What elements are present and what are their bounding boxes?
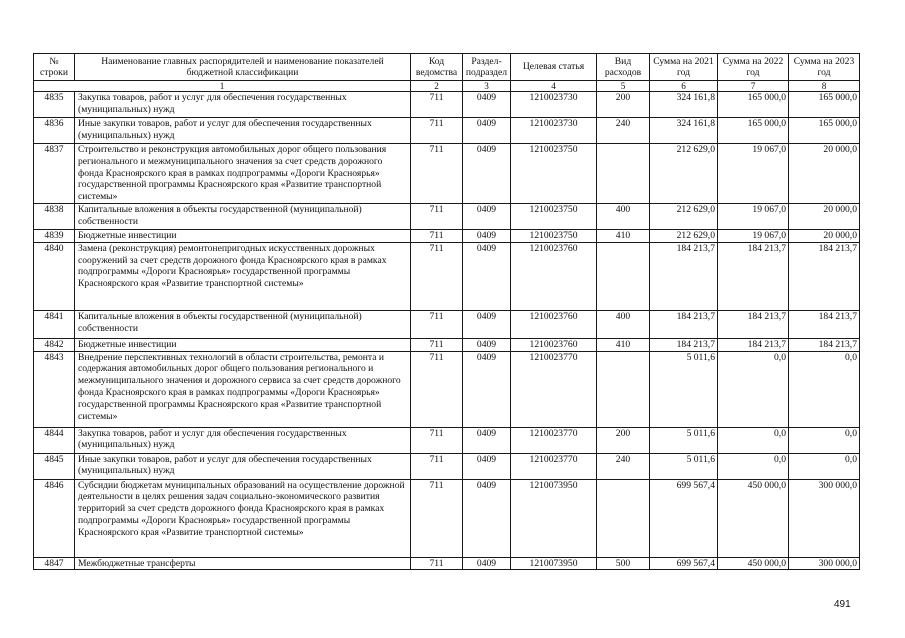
row-sum-2023: 300 000,0 — [789, 479, 860, 557]
row-csr: 1210023760 — [511, 242, 597, 310]
row-sum-2023: 184 213,7 — [789, 338, 860, 351]
row-sum-2021: 184 213,7 — [650, 242, 718, 310]
row-csr: 1210073950 — [511, 557, 597, 570]
row-csr: 1210023770 — [511, 427, 597, 453]
row-sum-2021: 699 567,4 — [650, 557, 718, 570]
table-row — [34, 230, 860, 243]
row-name: Капитальные вложения в объекты государственной (муниципальной) собственности — [75, 204, 411, 230]
column-number-7: 7 — [718, 81, 789, 92]
table-body — [34, 54, 860, 570]
page-number: 491 — [834, 599, 851, 610]
row-vr: 200 — [597, 427, 650, 453]
header-vr: Вид расходов — [597, 54, 650, 81]
column-number-row — [34, 81, 860, 92]
row-ved: 711 — [411, 427, 463, 453]
row-razdel: 0409 — [463, 338, 511, 351]
header-razdel: Раздел-подраздел — [463, 54, 511, 81]
header-row — [34, 54, 860, 81]
row-sum-2022: 19 067,0 — [718, 204, 789, 230]
table-row — [34, 242, 860, 310]
row-number: 4843 — [34, 351, 75, 427]
row-sum-2023: 0,0 — [789, 351, 860, 427]
column-number-8: 8 — [789, 81, 860, 92]
row-sum-2022: 19 067,0 — [718, 230, 789, 243]
table-row — [34, 204, 860, 230]
row-sum-2023: 184 213,7 — [789, 310, 860, 338]
row-ved: 711 — [411, 92, 463, 118]
row-vr — [597, 242, 650, 310]
row-name: Иные закупки товаров, работ и услуг для обеспечения государственных (муниципальных) нужд — [75, 118, 411, 144]
row-name: Капитальные вложения в объекты государственной (муниципальной) собственности — [75, 310, 411, 338]
row-sum-2023: 165 000,0 — [789, 92, 860, 118]
row-number: 4836 — [34, 118, 75, 144]
row-sum-2023: 20 000,0 — [789, 144, 860, 204]
row-ved: 711 — [411, 479, 463, 557]
row-number: 4835 — [34, 92, 75, 118]
row-vr: 410 — [597, 338, 650, 351]
row-sum-2023: 20 000,0 — [789, 204, 860, 230]
row-csr: 1210023730 — [511, 92, 597, 118]
row-vr: 400 — [597, 310, 650, 338]
row-csr: 1210023760 — [511, 310, 597, 338]
row-name: Внедрение перспективных технологий в области строительства, ремонта и содержания автомобильных дорог общего пользования регионального и межмуниципального значения и дорожного сервиса за счет средств дорожного фонда Красноярского края в рамках подпрограммы «Дороги Красноярья» государственной программы Красноярского края «Развитие транспортной системы» — [75, 351, 411, 427]
row-sum-2021: 699 567,4 — [650, 479, 718, 557]
table-row — [34, 92, 860, 118]
row-sum-2021: 5 011,6 — [650, 453, 718, 479]
row-razdel: 0409 — [463, 453, 511, 479]
row-vr: 400 — [597, 204, 650, 230]
row-sum-2023: 0,0 — [789, 453, 860, 479]
row-sum-2021: 5 011,6 — [650, 427, 718, 453]
row-ved: 711 — [411, 310, 463, 338]
row-razdel: 0409 — [463, 242, 511, 310]
row-sum-2022: 19 067,0 — [718, 144, 789, 204]
row-sum-2022: 0,0 — [718, 453, 789, 479]
header-sum-2022: Сумма на 2022 год — [718, 54, 789, 81]
row-razdel: 0409 — [463, 118, 511, 144]
row-csr: 1210023750 — [511, 230, 597, 243]
row-sum-2023: 184 213,7 — [789, 242, 860, 310]
header-ved: Код ведомства — [411, 54, 463, 81]
row-razdel: 0409 — [463, 204, 511, 230]
row-sum-2021: 212 629,0 — [650, 204, 718, 230]
header-sum-2023: Сумма на 2023 год — [789, 54, 860, 81]
row-csr: 1210023770 — [511, 351, 597, 427]
row-ved: 711 — [411, 557, 463, 570]
column-number-2: 2 — [411, 81, 463, 92]
row-sum-2022: 184 213,7 — [718, 338, 789, 351]
row-number: 4837 — [34, 144, 75, 204]
row-number: 4844 — [34, 427, 75, 453]
column-number-6: 6 — [650, 81, 718, 92]
row-razdel: 0409 — [463, 230, 511, 243]
row-ved: 711 — [411, 118, 463, 144]
table-row — [34, 557, 860, 570]
row-csr: 1210023750 — [511, 204, 597, 230]
row-vr: 240 — [597, 118, 650, 144]
row-name: Закупка товаров, работ и услуг для обеспечения государственных (муниципальных) нужд — [75, 92, 411, 118]
table-row — [34, 310, 860, 338]
row-sum-2023: 20 000,0 — [789, 230, 860, 243]
row-sum-2021: 324 161,8 — [650, 92, 718, 118]
row-ved: 711 — [411, 453, 463, 479]
row-name: Бюджетные инвестиции — [75, 230, 411, 243]
row-sum-2022: 165 000,0 — [718, 92, 789, 118]
row-vr: 410 — [597, 230, 650, 243]
row-vr — [597, 351, 650, 427]
table-row — [34, 453, 860, 479]
row-sum-2023: 300 000,0 — [789, 557, 860, 570]
row-ved: 711 — [411, 242, 463, 310]
row-razdel: 0409 — [463, 92, 511, 118]
header-csr: Целевая статья — [511, 54, 597, 81]
row-csr: 1210073950 — [511, 479, 597, 557]
table-row — [34, 351, 860, 427]
row-ved: 711 — [411, 338, 463, 351]
row-sum-2022: 165 000,0 — [718, 118, 789, 144]
table-row — [34, 338, 860, 351]
row-ved: 711 — [411, 230, 463, 243]
row-name: Закупка товаров, работ и услуг для обеспечения государственных (муниципальных) нужд — [75, 427, 411, 453]
row-number: 4840 — [34, 242, 75, 310]
row-sum-2022: 184 213,7 — [718, 310, 789, 338]
row-sum-2021: 184 213,7 — [650, 338, 718, 351]
row-name: Бюджетные инвестиции — [75, 338, 411, 351]
row-name: Замена (реконструкция) ремонтонепригодных искусственных дорожных сооружений за счет средств дорожного фонда Красноярского края в рамках подпрограммы «Дороги Красноярья» государственной программы Красноярского края «Развитие транспортной системы» — [75, 242, 411, 310]
row-vr — [597, 479, 650, 557]
row-razdel: 0409 — [463, 310, 511, 338]
row-sum-2022: 0,0 — [718, 351, 789, 427]
row-csr: 1210023730 — [511, 118, 597, 144]
row-ved: 711 — [411, 351, 463, 427]
row-razdel: 0409 — [463, 557, 511, 570]
row-sum-2022: 450 000,0 — [718, 479, 789, 557]
row-name: Строительство и реконструкция автомобильных дорог общего пользования регионального и межмуниципального значения за счет средств дорожного фонда Красноярского края в рамках подпрограммы «Дороги Красноярья» государственной программы Красноярского края «Развитие транспортной системы» — [75, 144, 411, 204]
row-csr: 1210023770 — [511, 453, 597, 479]
row-name: Межбюджетные трансферты — [75, 557, 411, 570]
budget-table — [33, 53, 860, 570]
row-sum-2022: 450 000,0 — [718, 557, 789, 570]
table-row — [34, 144, 860, 204]
row-sum-2023: 0,0 — [789, 427, 860, 453]
row-vr — [597, 144, 650, 204]
row-sum-2023: 165 000,0 — [789, 118, 860, 144]
row-ved: 711 — [411, 204, 463, 230]
table-row — [34, 118, 860, 144]
header-row-no: № строки — [34, 54, 75, 81]
header-name: Наименование главных распорядителей и наименование показателей бюджетной классификации — [75, 54, 411, 81]
row-sum-2021: 324 161,8 — [650, 118, 718, 144]
row-sum-2021: 212 629,0 — [650, 230, 718, 243]
row-razdel: 0409 — [463, 479, 511, 557]
row-razdel: 0409 — [463, 351, 511, 427]
table-row — [34, 479, 860, 557]
row-csr: 1210023750 — [511, 144, 597, 204]
row-number: 4841 — [34, 310, 75, 338]
row-sum-2022: 0,0 — [718, 427, 789, 453]
row-sum-2021: 184 213,7 — [650, 310, 718, 338]
column-number-5: 5 — [597, 81, 650, 92]
row-number: 4842 — [34, 338, 75, 351]
row-name: Иные закупки товаров, работ и услуг для обеспечения государственных (муниципальных) нужд — [75, 453, 411, 479]
row-razdel: 0409 — [463, 144, 511, 204]
row-sum-2021: 212 629,0 — [650, 144, 718, 204]
row-name: Субсидии бюджетам муниципальных образований на осуществление дорожной деятельности в целях решения задач социально-экономического развития территорий за счет средств дорожного фонда Красноярского края в рамках подпрограммы «Дороги Красноярья» государственной программы Красноярского края «Развитие транспортной системы» — [75, 479, 411, 557]
column-number-4: 4 — [511, 81, 597, 92]
column-number-1: 1 — [34, 81, 411, 92]
row-number: 4845 — [34, 453, 75, 479]
row-vr: 200 — [597, 92, 650, 118]
header-sum-2021: Сумма на 2021 год — [650, 54, 718, 81]
row-razdel: 0409 — [463, 427, 511, 453]
row-number: 4838 — [34, 204, 75, 230]
row-csr: 1210023760 — [511, 338, 597, 351]
row-vr: 500 — [597, 557, 650, 570]
column-number-3: 3 — [463, 81, 511, 92]
row-sum-2021: 5 011,6 — [650, 351, 718, 427]
row-sum-2022: 184 213,7 — [718, 242, 789, 310]
row-ved: 711 — [411, 144, 463, 204]
row-number: 4847 — [34, 557, 75, 570]
row-vr: 240 — [597, 453, 650, 479]
row-number: 4839 — [34, 230, 75, 243]
table-row — [34, 427, 860, 453]
row-number: 4846 — [34, 479, 75, 557]
